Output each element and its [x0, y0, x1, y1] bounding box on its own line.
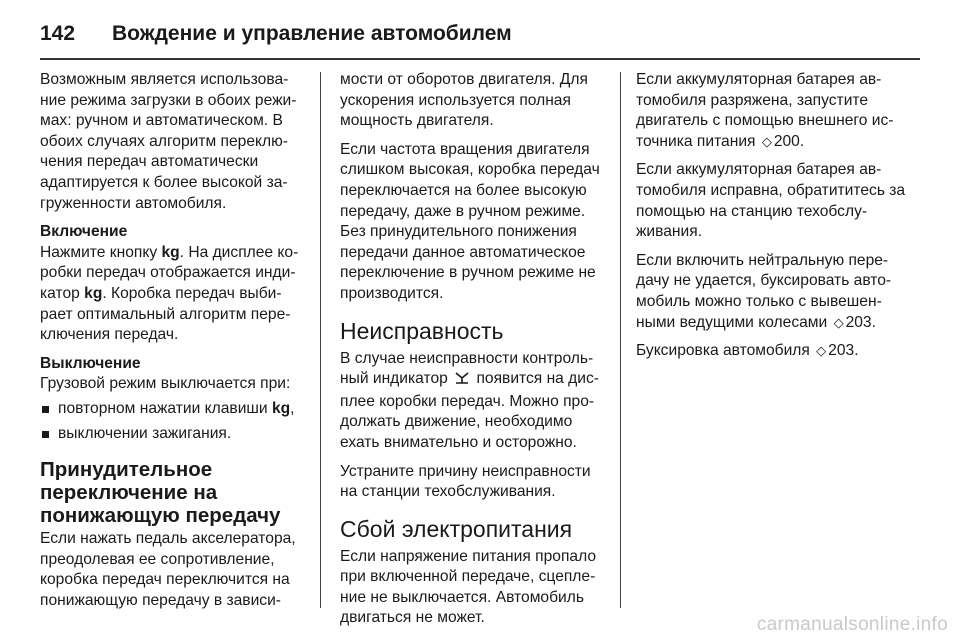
continued-paragraph: мости от оборотов двигателя. Для ускорения используется полная мощность двигателя. [340, 71, 588, 130]
list-item: выключении зажигания. [40, 424, 308, 445]
list-item: повторном нажатии клавиши kg, [40, 399, 308, 420]
kg-indicator-label: kg [84, 284, 103, 302]
header-divider [40, 58, 920, 60]
deactivation-heading: Выключение [40, 354, 141, 372]
bullet-square-icon [42, 431, 49, 438]
fault-paragraph: В случае неисправности контроль-ный индикатор появится на дис-плее коробки передач. Можно про-должать движение, необходимо ехать внимательно и осторожно. [340, 349, 599, 451]
column-1 [40, 70, 308, 619]
page-reference-link[interactable]: 203 [845, 313, 872, 331]
kg-key-label: kg [161, 243, 180, 261]
page-reference-link[interactable]: 203 [828, 342, 855, 360]
page-reference-icon: ◇ [833, 314, 844, 330]
power-failure-heading: Сбой электропитания [340, 515, 573, 542]
column-divider-1 [320, 72, 321, 608]
column-2 [340, 70, 608, 637]
column-divider-2 [620, 72, 621, 608]
page-title: Вождение и управление автомобилем [112, 22, 512, 45]
kickdown-paragraph: Если нажать педаль акселератора, преодолевая ее сопротивление, коробка передач переключится на понижающую передачу в зависи- [40, 530, 296, 609]
rpm-paragraph: Если частота вращения двигателя слишком высокая, коробка передач переключается на более высокую передачу, даже в ручном режиме. Без принудительного понижения передачи данное автоматическое переключение в ручном режиме не производится. [340, 140, 600, 302]
page-number: 142 [40, 22, 76, 45]
kickdown-heading: Принудительное переключение на понижающую передачу [40, 458, 281, 528]
deactivation-paragraph: Грузовой режим выключается при: [40, 375, 291, 393]
bullet-square-icon [42, 406, 49, 413]
watermark: carmanualsonline.info [756, 614, 948, 635]
deactivation-list [40, 399, 308, 444]
activation-paragraph: Нажмите кнопку kg. На дисплее ко-робки передач отображается инди-катор kg. Коробка передач выби-рает оптимальный алгоритм пере-ключения передач. [40, 243, 299, 344]
page-reference-link[interactable]: 200 [773, 132, 800, 150]
power-failure-paragraph: Если напряжение питания пропало при включенной передаче, сцепле-ние не выключается. Автомобиль двигаться не может. [340, 547, 597, 627]
battery-discharged-paragraph: Если аккумуляторная батарея ав-томобиля разряжена, запустите двигатель с помощью внешнего ис-точника питания ◇ 200. [636, 70, 916, 152]
fault-heading: Неисправность [340, 317, 504, 344]
page-header [40, 14, 920, 54]
gearbox-fault-icon [454, 371, 470, 392]
page-reference-icon: ◇ [816, 343, 827, 359]
fault-service-paragraph: Устраните причину неисправности на станции техобслуживания. [340, 462, 591, 501]
column-3 [636, 70, 916, 370]
page-reference-icon: ◇ [761, 133, 772, 149]
intro-paragraph: Возможным является использова-ние режима загрузки в обоих режи-мах: ручном и автоматическом. В обоих случаях алгоритм переклю-чения передач автоматически адаптируется к более высокой за-груженности автомобиля. [40, 71, 297, 212]
towing-paragraph: Буксировка автомобиля ◇ 203. [636, 341, 916, 362]
battery-ok-paragraph: Если аккумуляторная батарея ав-томобиля исправна, обратититесь за помощью на станцию техобслу-живания. [636, 161, 906, 241]
neutral-paragraph: Если включить нейтральную пере-дачу не удается, буксировать авто-мобиль можно только с вывешен-ными ведущими колесами ◇ 203. [636, 251, 916, 333]
activation-heading: Включение [40, 223, 128, 241]
